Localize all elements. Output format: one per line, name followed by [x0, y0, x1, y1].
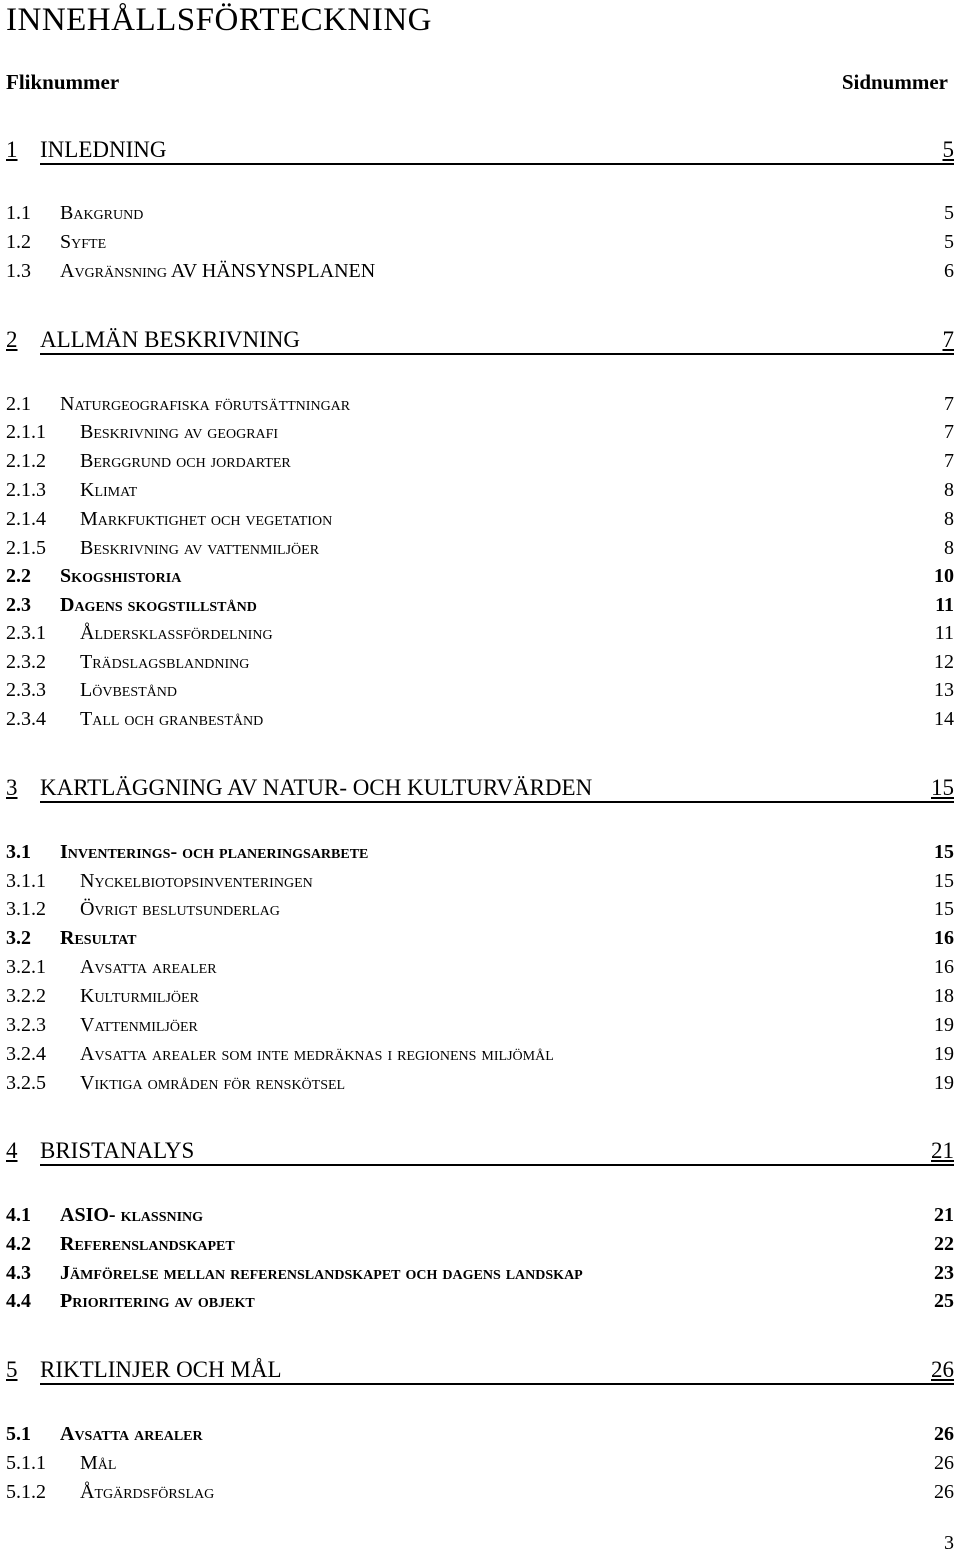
toc-entry-title: Naturgeografiska förutsättningar [60, 393, 351, 415]
toc-entry-title: Inventerings- och planeringsarbete [60, 841, 369, 863]
toc-entry-number: 2.1.4 [6, 508, 46, 530]
toc-entry-number: 1.3 [6, 260, 31, 282]
toc-entry-number: 2.3.2 [6, 651, 46, 673]
toc-entry-page: 13 [934, 679, 954, 701]
toc-entry-title: Övrigt beslutsunderlag [80, 898, 280, 920]
toc-entry-title: ALLMÄN BESKRIVNING [40, 327, 943, 355]
toc-entry-title: RIKTLINJER OCH MÅL [40, 1357, 931, 1385]
toc-entry-page: 26 [934, 1452, 954, 1474]
toc-entry-title: Viktiga områden för renskötsel [80, 1072, 346, 1094]
toc-entry-title: Beskrivning av vattenmiljöer [80, 537, 320, 559]
toc-entry-page: 8 [944, 537, 954, 559]
toc-entry[interactable] [6, 1138, 954, 1168]
toc-entry[interactable] [6, 508, 954, 538]
toc-entry-number: 4.1 [6, 1204, 31, 1226]
toc-entry-page: 11 [934, 622, 954, 644]
column-heading-page: Sidnummer [841, 70, 948, 94]
toc-entry-page: 22 [934, 1233, 954, 1255]
toc-entry[interactable] [6, 1043, 954, 1073]
toc-entry-title: Kulturmiljöer [80, 985, 199, 1007]
toc-entry-number: 2 [6, 327, 18, 352]
toc-entry[interactable] [6, 565, 954, 595]
toc-entry-number: 5.1 [6, 1423, 31, 1445]
toc-entry[interactable] [6, 1204, 954, 1234]
toc-entry[interactable] [6, 393, 954, 423]
toc-entry[interactable] [6, 927, 954, 957]
toc-entry-page: 16 [934, 927, 954, 949]
toc-entry[interactable] [6, 898, 954, 928]
toc-entry-number: 5.1.2 [6, 1481, 46, 1503]
toc-entry[interactable] [6, 479, 954, 509]
toc-entry-number: 2.3.3 [6, 679, 46, 701]
toc-entry[interactable] [6, 537, 954, 567]
toc-entry-page: 25 [934, 1290, 954, 1312]
toc-entry[interactable] [6, 231, 954, 261]
page-number: 3 [944, 1532, 954, 1554]
toc-entry-number: 2.3.4 [6, 708, 46, 730]
toc-entry-number: 2.2 [6, 565, 31, 587]
toc-entry-title: Åtgärdsförslag [80, 1481, 215, 1503]
toc-entry-title: Åldersklassfördelning [80, 622, 273, 644]
toc-entry-title: INLEDNING [40, 137, 943, 165]
toc-entry-page: 26 [934, 1423, 954, 1445]
toc-entry[interactable] [6, 985, 954, 1015]
toc-entry-number: 3.2 [6, 927, 31, 949]
toc-entry-number: 1.2 [6, 231, 31, 253]
toc-entry-page: 11 [935, 594, 954, 616]
toc-entry-title: Resultat [60, 927, 137, 949]
toc-entry-title: ASIO- klassning [60, 1204, 204, 1226]
toc-entry-title: Lövbestånd [80, 679, 177, 701]
toc-entry-number: 1.1 [6, 202, 31, 224]
toc-entry-page: 7 [944, 450, 954, 472]
toc-entry-page: 6 [944, 260, 954, 282]
toc-entry-number: 2.3 [6, 594, 31, 616]
toc-entry-page: 8 [944, 508, 954, 530]
toc-entry-number: 2.1.2 [6, 450, 46, 472]
toc-entry-number: 2.1 [6, 393, 31, 415]
toc-entry-page: 14 [934, 708, 954, 730]
toc-entry-page: 21 [931, 1138, 954, 1166]
toc-entry-page: 5 [943, 137, 955, 165]
toc-entry-title: Referenslandskapet [60, 1233, 235, 1255]
toc-entry-title: Avsatta arealer [60, 1423, 203, 1445]
toc-entry[interactable] [6, 679, 954, 709]
toc-entry-number: 3.2.3 [6, 1014, 46, 1036]
toc-entry-title: Skogshistoria [60, 565, 182, 587]
toc-entry-title: Prioritering av objekt [60, 1290, 255, 1312]
toc-entry-number: 2.1.5 [6, 537, 46, 559]
toc-entry[interactable] [6, 202, 954, 232]
toc-entry-title: Tall och granbestånd [80, 708, 264, 730]
toc-entry-number: 1 [6, 137, 18, 162]
toc-entry-number: 4.3 [6, 1262, 31, 1284]
toc-entry-number: 3.2.2 [6, 985, 46, 1007]
toc-entry[interactable] [6, 841, 954, 871]
toc-entry[interactable] [6, 137, 954, 167]
toc-entry[interactable] [6, 1481, 954, 1511]
toc-entry[interactable] [6, 708, 954, 738]
toc-entry-page: 10 [934, 565, 954, 587]
toc-entry[interactable] [6, 594, 954, 624]
toc-entry-number: 3.1.1 [6, 870, 46, 892]
toc-entry-title: Klimat [80, 479, 138, 501]
toc-entry[interactable] [6, 1290, 954, 1320]
page-title: INNEHÅLLSFÖRTECKNING [6, 2, 432, 38]
toc-entry-number: 5.1.1 [6, 1452, 46, 1474]
toc-entry-page: 26 [934, 1481, 954, 1503]
toc-entry-title: Vattenmiljöer [80, 1014, 198, 1036]
toc-entry-page: 15 [934, 870, 954, 892]
toc-entry[interactable] [6, 1072, 954, 1102]
toc-entry[interactable] [6, 775, 954, 805]
toc-entry[interactable] [6, 1233, 954, 1263]
toc-entry-number: 4.2 [6, 1233, 31, 1255]
toc-entry-number: 3.2.1 [6, 956, 46, 978]
toc-entry-number: 2.1.1 [6, 421, 46, 443]
toc-entry-number: 4 [6, 1138, 18, 1163]
toc-entry[interactable] [6, 1262, 954, 1292]
toc-entry-number: 2.3.1 [6, 622, 46, 644]
toc-entry-page: 5 [944, 202, 954, 224]
toc-entry-number: 4.4 [6, 1290, 31, 1312]
toc-entry[interactable] [6, 421, 954, 451]
toc-entry-page: 18 [934, 985, 954, 1007]
toc-entry-page: 19 [934, 1014, 954, 1036]
toc-entry-title: Syfte [60, 231, 107, 253]
toc-entry-title: Mål [80, 1452, 117, 1474]
toc-entry-page: 5 [944, 231, 954, 253]
toc-entry-title: Berggrund och jordarter [80, 450, 291, 472]
toc-entry-title: Dagens skogstillstånd [60, 594, 257, 616]
toc-entry-number: 3.1 [6, 841, 31, 863]
toc-entry-title: Avgränsning AV HÄNSYNSPLANEN [60, 260, 376, 282]
toc-entry-page: 7 [944, 421, 954, 443]
toc-entry-page: 15 [934, 841, 954, 863]
toc-entry[interactable] [6, 450, 954, 480]
toc-entry-title: Bakgrund [60, 202, 144, 224]
toc-entry-title: Markfuktighet och vegetation [80, 508, 333, 530]
toc-entry-page: 15 [934, 898, 954, 920]
toc-entry[interactable] [6, 1357, 954, 1387]
toc-entry-page: 15 [931, 775, 954, 803]
toc-entry-title: Trädslagsblandning [80, 651, 250, 673]
toc-entry-number: 3.2.5 [6, 1072, 46, 1094]
toc-entry-number: 3.2.4 [6, 1043, 46, 1065]
toc-entry-page: 7 [944, 393, 954, 415]
toc-entry[interactable] [6, 622, 954, 652]
toc-entry-page: 19 [934, 1043, 954, 1065]
toc-entry[interactable] [6, 260, 954, 290]
toc-entry-page: 21 [934, 1204, 954, 1226]
toc-entry-title: BRISTANALYS [40, 1138, 931, 1166]
toc-entry-title: Nyckelbiotopsinventeringen [80, 870, 313, 892]
toc-entry-page: 7 [943, 327, 955, 355]
toc-entry-title: Jämförelse mellan referenslandskapet och dagens landskap [60, 1262, 583, 1284]
toc-entry-number: 3 [6, 775, 18, 800]
toc-entry[interactable] [6, 870, 954, 900]
toc-entry-page: 12 [934, 651, 954, 673]
toc-entry[interactable] [6, 1014, 954, 1044]
toc-entry-title: Avsatta arealer [80, 956, 217, 978]
toc-entry-page: 8 [944, 479, 954, 501]
toc-entry-title: Avsatta arealer som inte medräknas i regionens miljömål [80, 1043, 554, 1065]
toc-entry-number: 5 [6, 1357, 18, 1382]
toc-entry[interactable] [6, 956, 954, 986]
toc-entry[interactable] [6, 327, 954, 357]
toc-entry-title: KARTLÄGGNING AV NATUR- OCH KULTURVÄRDEN [40, 775, 931, 803]
toc-entry[interactable] [6, 1423, 954, 1453]
toc-entry-page: 19 [934, 1072, 954, 1094]
toc-entry-page: 26 [931, 1357, 954, 1385]
toc-entry-number: 2.1.3 [6, 479, 46, 501]
toc-entry-number: 3.1.2 [6, 898, 46, 920]
toc-entry-page: 16 [934, 956, 954, 978]
toc-entry[interactable] [6, 1452, 954, 1482]
toc-entry[interactable] [6, 651, 954, 681]
toc-entry-page: 23 [934, 1262, 954, 1284]
toc-entry-title: Beskrivning av geografi [80, 421, 279, 443]
column-heading-chapter: Fliknummer [6, 70, 120, 94]
